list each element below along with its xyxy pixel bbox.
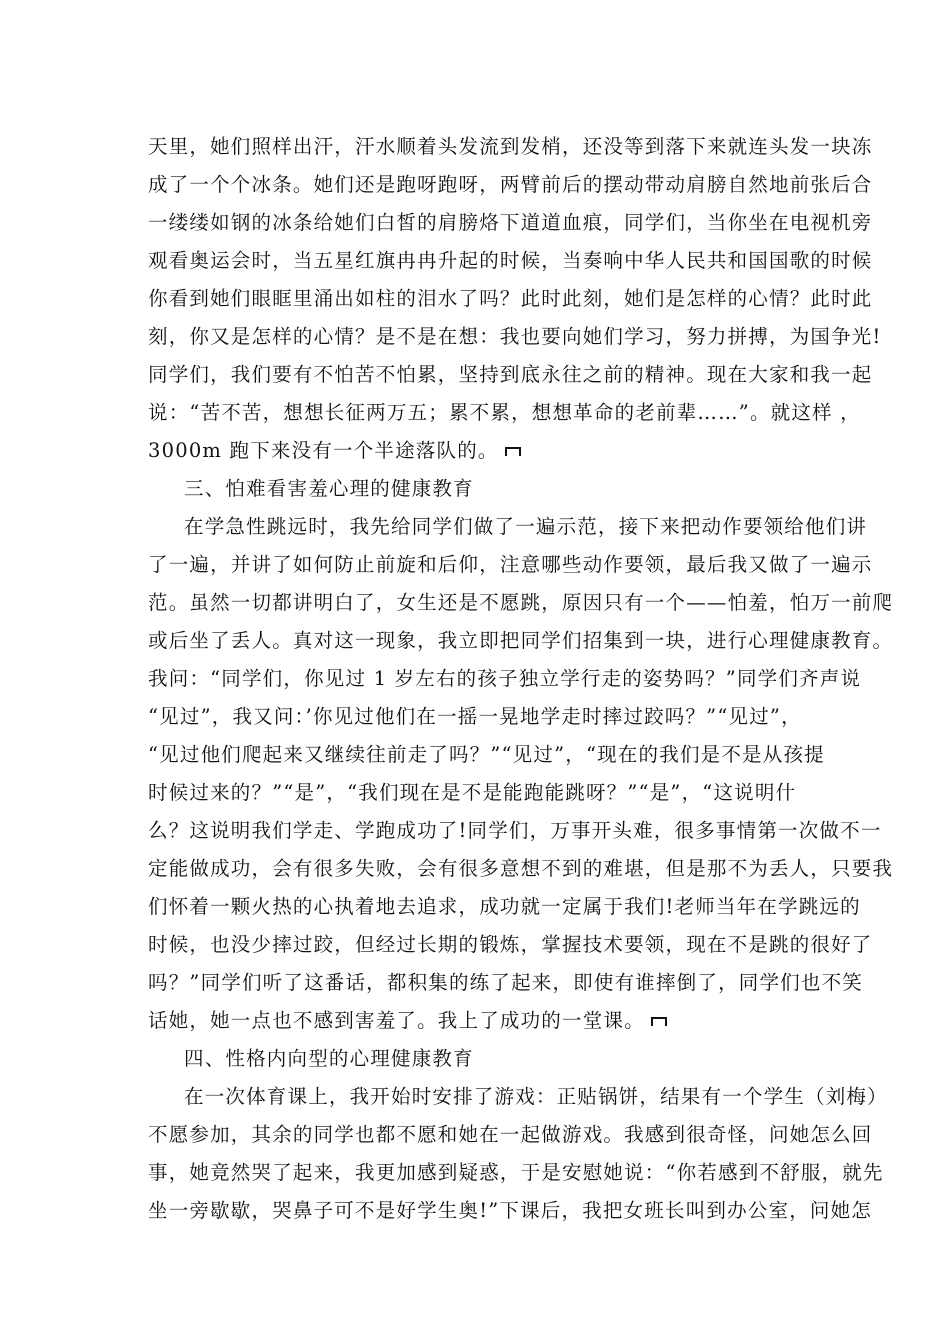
paragraph-mark-icon — [651, 1017, 667, 1026]
paragraph-mark-icon — [505, 447, 521, 456]
section-heading: 三、怕难看害羞心理的健康教育 — [184, 477, 474, 500]
text-line: 坐一旁歇歇，哭鼻子可不是好学生奥!”下课后，我把女班长叫到办公室，问她怎 — [148, 1199, 873, 1222]
text-line-with-mark — [148, 1004, 812, 1038]
text-line: 事，她竟然哭了起来，我更加感到疑惑，于是安慰她说：“你若感到不舒服，就先 — [148, 1161, 884, 1184]
text-line: 一缕缕如钢的冰条给她们白皙的肩膀烙下道道血痕，同学们，当你坐在电视机旁 — [148, 211, 873, 234]
text-line: 我问：“同学们，你见过 1 岁左右的孩子独立学行走的姿势吗？”同学们齐声说 — [148, 667, 862, 690]
text-line: “见过”，我又问：’你见过他们在一摇一晃地学走时摔过跤吗？”“见过”， — [148, 705, 802, 728]
text-line: “见过他们爬起来又继续往前走了吗？”“见过”，“现在的我们是不是从孩提 — [148, 743, 825, 766]
section-heading: 四、性格内向型的心理健康教育 — [184, 1047, 474, 1070]
text-line: 定能做成功，会有很多失败，会有很多意想不到的难堪，但是那不为丢人，只要我 — [148, 857, 894, 880]
text-line: 时候，也没少摔过跤，但经过长期的锻炼，掌握技术要领，现在不是跳的很好了 — [148, 933, 873, 956]
text-line: 时候过来的？”“是”，“我们现在是不是能跑能跳呀？”“是”，“这说明什 — [148, 781, 797, 804]
text-line-with-mark — [148, 434, 812, 468]
text-line: 在一次体育课上，我开始时安排了游戏：正贴锅饼，结果有一个学生（刘梅） — [184, 1085, 888, 1108]
text-line: 吗？”同学们听了这番话，都积集的练了起来，即使有谁摔倒了，同学们也不笑 — [148, 971, 863, 994]
text-line: 成了一个个冰条。她们还是跑呀跑呀，两臂前后的摆动带动肩膀自然地前张后合 — [148, 173, 873, 196]
text-line: 同学们，我们要有不怕苦不怕累，坚持到底永往之前的精神。现在大家和我一起 — [148, 363, 873, 386]
text-line: 说：“苦不苦，想想长征两万五；累不累，想想革命的老前辈……”。就这样 ， — [148, 401, 861, 424]
text-line: 范。虽然一切都讲明白了，女生还是不愿跳，原因只有一个——怕羞，怕万一前爬 — [148, 591, 894, 614]
text-line: 3000m 跑下来没有一个半途落队的。 — [148, 439, 499, 462]
text-line: 刻，你又是怎样的心情？是不是在想：我也要向她们学习，努力拼搏，为国争光! — [148, 325, 882, 348]
text-line: 么？这说明我们学走、学跑成功了!同学们，万事开头难，很多事情第一次做不一 — [148, 819, 882, 842]
text-line: 们怀着一颗火热的心执着地去追求，成功就一定属于我们!老师当年在学跳远的 — [148, 895, 861, 918]
text-line: 不愿参加，其余的同学也都不愿和她在一起做游戏。我感到很奇怪，问她怎么回 — [148, 1123, 873, 1146]
text-line: 观看奥运会时，当五星红旗冉冉升起的时候，当奏响中华人民共和国国歌的时候 — [148, 249, 873, 272]
text-line: 在学急性跳远时，我先给同学们做了一遍示范，接下来把动作要领给他们讲 — [184, 515, 868, 538]
text-line: 天里，她们照样出汗，汗水顺着头发流到发梢，还没等到落下来就连头发一块冻 — [148, 135, 873, 158]
text-line: 或后坐了丢人。真对这一现象，我立即把同学们招集到一块，进行心理健康教育。 — [148, 629, 894, 652]
text-line: 你看到她们眼眶里涌出如柱的泪水了吗？此时此刻，她们是怎样的心情？此时此 — [148, 287, 873, 310]
text-line: 话她，她一点也不感到害羞了。我上了成功的一堂课。 — [148, 1009, 645, 1032]
text-line: 了一遍，并讲了如何防止前旋和后仰，注意哪些动作要领，最后我又做了一遍示 — [148, 553, 873, 576]
